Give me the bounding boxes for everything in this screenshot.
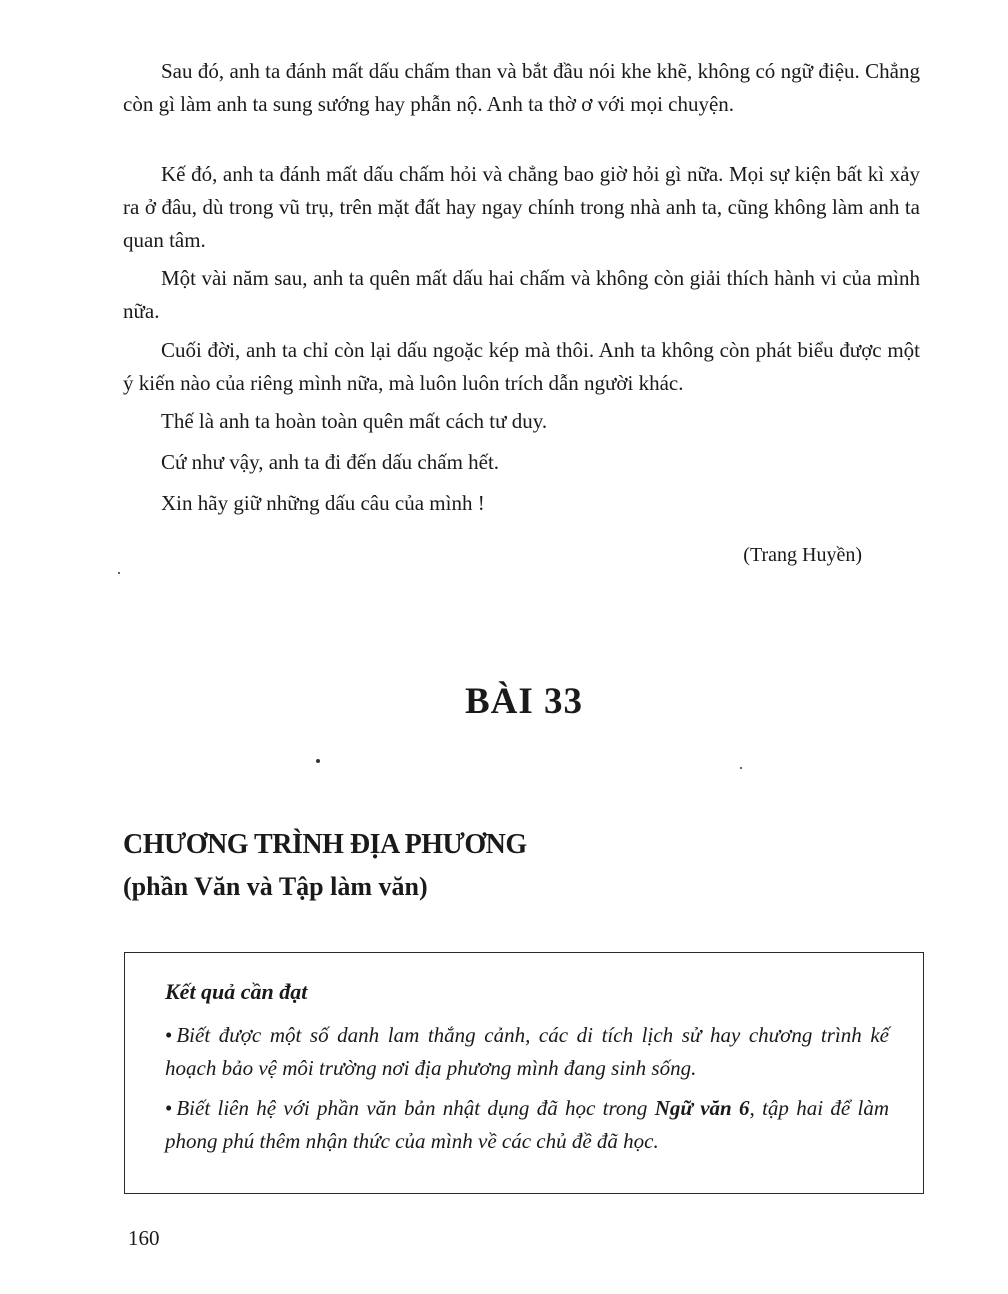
- page-number: 160: [128, 1226, 160, 1250]
- story-paragraph-4: Cuối đời, anh ta chỉ còn lại dấu ngoặc kép mà thôi. Anh ta không còn phát biểu được một ý kiến nào của riêng mình nữa, mà luôn luôn trích dẫn người khác.: [123, 338, 920, 395]
- bullet-icon: •: [165, 1096, 173, 1120]
- story-paragraph-2: Kế đó, anh ta đánh mất dấu chấm hỏi và chẳng bao giờ hỏi gì nữa. Mọi sự kiện bất kì xảy ra ở đâu, dù trong vũ trụ, trên mặt đất hay ngay chính trong nhà anh ta, cũng không làm anh ta quan tâm.: [123, 162, 920, 252]
- lesson-title: BÀI 33: [464, 681, 584, 722]
- textbook-title: Ngữ văn 6: [654, 1096, 750, 1120]
- learning-outcome-text-1: Biết được một số danh lam thắng cảnh, các di tích lịch sử hay chương trình kế hoạch bảo vệ môi trường nơi địa phương mình đang sinh sống.: [165, 1023, 889, 1080]
- learning-outcome-text-2a: Biết liên hệ với phần văn bản nhật dụng đã học trong: [176, 1096, 655, 1120]
- section-subtitle: (phần Văn và Tập làm văn): [123, 872, 428, 901]
- learning-outcome-text-2b: , tập hai để làm phong phú thêm nhận thức của mình về các chủ đề đã học.: [165, 1096, 889, 1153]
- section-title: CHƯƠNG TRÌNH ĐỊA PHƯƠNG: [123, 829, 527, 860]
- scan-speck: [118, 572, 120, 574]
- story-paragraph-7: Xin hãy giữ những dấu câu của mình !: [161, 491, 485, 515]
- story-paragraph-5: Thế là anh ta hoàn toàn quên mất cách tư duy.: [161, 409, 548, 433]
- learning-outcomes-heading: Kết quả cần đạt: [165, 979, 308, 1004]
- scan-speck: [316, 759, 320, 763]
- learning-outcomes-box: [124, 952, 924, 1194]
- story-author: (Trang Huyền): [743, 544, 862, 566]
- learning-outcome-item-1: [165, 1019, 889, 1085]
- scan-speck: [740, 767, 742, 769]
- learning-outcome-item-2: [165, 1092, 889, 1158]
- story-paragraph-6: Cứ như vậy, anh ta đi đến dấu chấm hết.: [161, 450, 500, 474]
- story-paragraph-3: Một vài năm sau, anh ta quên mất dấu hai chấm và không còn giải thích hành vi của mình nữa.: [123, 266, 920, 323]
- bullet-icon: •: [165, 1023, 173, 1047]
- story-paragraph-1: Sau đó, anh ta đánh mất dấu chấm than và bắt đầu nói khe khẽ, không có ngữ điệu. Chẳng còn gì làm anh ta sung sướng hay phẫn nộ. Anh ta thờ ơ với mọi chuyện.: [123, 59, 920, 116]
